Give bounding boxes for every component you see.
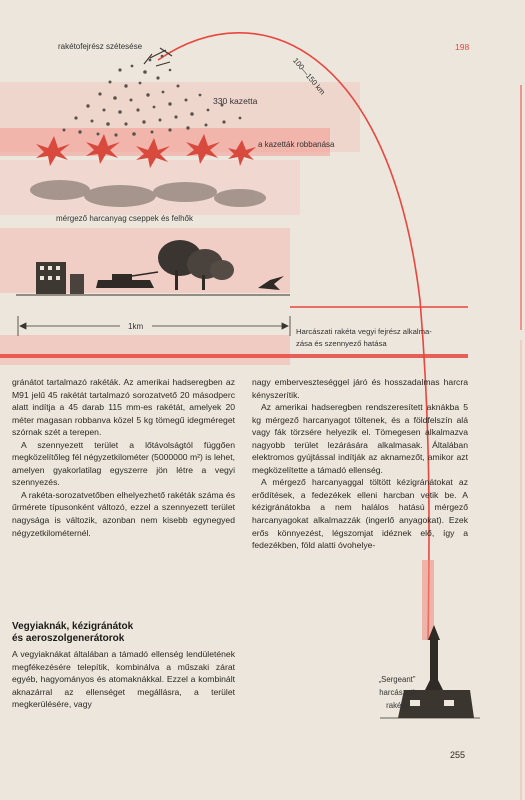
page-number-top: 198 — [455, 42, 470, 52]
red-strip-bottom — [0, 354, 468, 358]
pink-band-scale — [0, 335, 290, 365]
left-paragraph-3: A rakéta-sorozatvetőben elhelyezhető rakéták száma és űrmérete típusonként változó, ezzel a szennyezett terület nagysága is változik, azonban nem kisebb egynegyed négyzetkilométernél. — [12, 489, 235, 538]
label-explosion: a kazetták robbanása — [258, 140, 335, 149]
scale-bar — [18, 316, 290, 336]
exhaust-column — [422, 560, 434, 640]
figure-caption-line2: zása és szennyező hatása — [296, 339, 387, 348]
left-paragraph-1: gránátot tartalmazó rakéták. Az amerikai hadseregben az M91 jelű 45 rakétát tartalmazó sorozatvető 20 másodperc alatt indítja a 45 darab 115 mm-es rakétát, amelyek 20 méter magasan robbanva közel 5 kg tömegű idegméreget szórnak szét a terepen. — [12, 377, 235, 438]
right-column — [252, 376, 468, 552]
section-heading-line1: Vegyiaknák, kézigránátok — [12, 621, 134, 632]
right-paragraph-1: nagy emberveszteséggel járó és hosszadalmas harcra kényszerítik. — [252, 377, 468, 400]
left-column-continued — [12, 648, 235, 711]
warhead-fragments — [144, 48, 172, 66]
section-heading — [12, 621, 133, 645]
label-warhead-dispersal: rakétofejrész szétesése — [58, 42, 143, 51]
page-number-bottom: 255 — [450, 750, 466, 760]
figure-caption-line1: Harcászati rakéta vegyi fejrész alkalma- — [296, 327, 432, 336]
rocket-caption-3: rakéta — [386, 701, 408, 710]
right-paragraph-3: A mérgező harcanyaggal töltött kézigránátokat az erődítések, a fedezékek elleni harcban vetik be. A kézigránátokba a nem halálos hatású mérgező harcanyagokat alkalmazzák (ingerlő anyagokat). Ezek erős könnyezést, légszomjat idéznek elő, így a fedezékben, föld alatti óvohelye- — [252, 477, 468, 551]
left-paragraph-4: A vegyiaknákat általában a támadó ellenség lendületének megfékezésére telepítik, kombinálva a műszaki zárat egyéb, hagyományos és atomaknákkal. Ezzel a kombinált aknazárral az ellenséget megállásra, a terület megkerülésére, vagy — [12, 649, 235, 710]
label-scale: 1km — [128, 322, 144, 331]
label-cassettes: 330 kazetta — [213, 96, 258, 106]
rocket-caption-1: „Sergeant” — [378, 675, 416, 684]
rocket-caption-2: harcászati — [379, 688, 415, 697]
section-heading-line2: és aeroszolgenerátorok — [12, 633, 125, 644]
label-range: 100—150 km — [291, 56, 328, 97]
rocket-caption — [370, 673, 424, 712]
tank — [96, 280, 154, 288]
right-paragraph-2: Az amerikai hadseregben rendszeresített aknákba 5 kg mérgező harcanyagot töltenek, és a földfelszín alá vagy fák törzsére helyezik el. Tömegesen alkalmazva nagyobb terület lezárására alkalmasak. Általában elektromos gyújtással indítják az aknamezőt, amikor azt megközelítette a támadó ellenség. — [252, 402, 468, 475]
label-droplets: mérgező harcanyag cseppek és felhők — [56, 214, 193, 223]
left-column — [12, 376, 235, 539]
left-paragraph-2: A szennyezett terület a lőtávolságtól függően megközelítőleg fél négyzetkilométer (5000000 m²) is lehet, amelyen gyakorlatilag egyszerre jön létre a vegyi szennyezés. — [12, 439, 235, 488]
